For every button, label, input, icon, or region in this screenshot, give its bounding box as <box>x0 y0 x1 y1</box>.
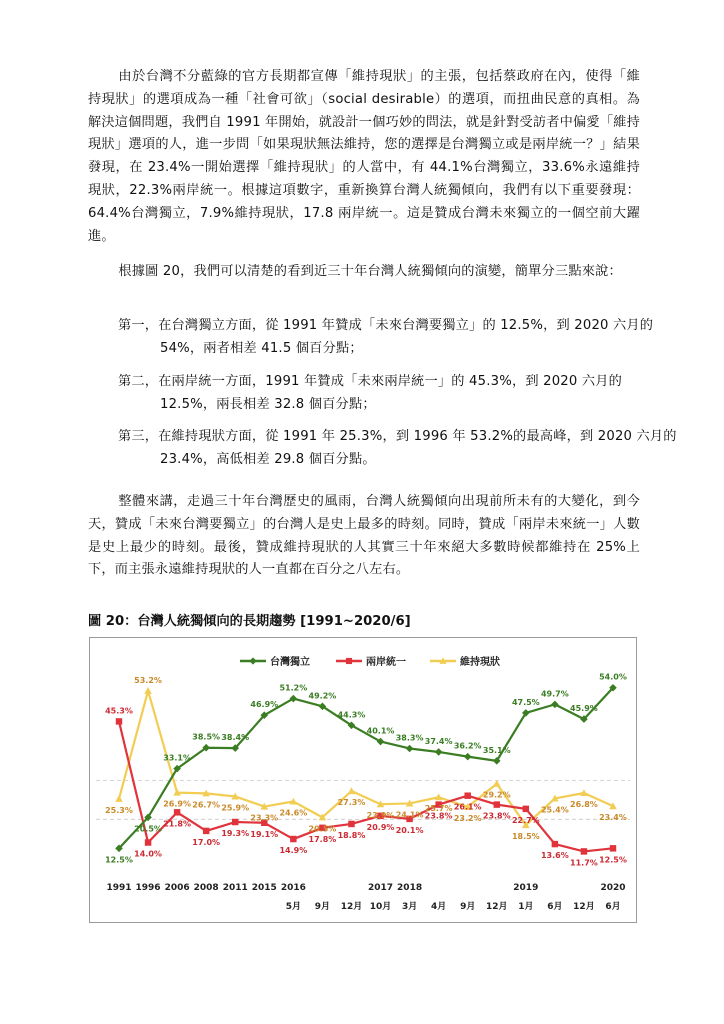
x-tick-month-12: 9月 <box>460 902 476 912</box>
x-tick-month-17: 6月 <box>605 902 621 912</box>
summary-intro-paragraph: 根據圖 20，我們可以清楚的看到近三十年台灣人統獨傾向的演變，簡單分三點來說： <box>118 264 622 279</box>
data-label-2-16: 26.8% <box>570 799 598 809</box>
x-tick-month-14: 1月 <box>518 902 534 912</box>
data-label-2-4: 25.9% <box>221 803 250 813</box>
point-1-13 <box>494 801 500 807</box>
data-label-2-6: 24.6% <box>279 808 308 818</box>
data-label-2-15: 25.4% <box>540 805 569 815</box>
data-label-1-15: 13.6% <box>540 851 569 861</box>
data-label-0-1: 20.5% <box>134 824 162 834</box>
data-label-1-7: 17.8% <box>308 834 337 844</box>
data-label-1-17: 12.5% <box>599 855 627 865</box>
data-label-0-0: 12.5% <box>105 855 133 865</box>
data-label-0-12: 36.2% <box>453 741 482 751</box>
data-label-2-1: 53.2% <box>134 675 162 685</box>
data-label-1-12: 26.1% <box>453 802 482 812</box>
data-labels <box>105 673 627 868</box>
x-tick-month-16: 12月 <box>573 902 595 912</box>
x-tick-year-4: 2011 <box>222 883 248 893</box>
data-label-0-13: 35.1% <box>482 745 511 755</box>
data-label-0-4: 38.4% <box>221 733 250 743</box>
data-label-2-2: 26.9% <box>163 799 192 809</box>
data-label-2-14: 18.5% <box>511 832 540 842</box>
data-label-2-5: 23.3% <box>250 813 279 823</box>
point-1-2 <box>174 809 180 815</box>
point-1-16 <box>581 848 587 854</box>
data-label-2-10: 24.1% <box>395 810 424 820</box>
x-tick-year-0: 1991 <box>106 883 132 893</box>
data-label-0-10: 38.3% <box>395 733 424 743</box>
data-label-0-16: 45.9% <box>570 704 598 714</box>
legend-label-1: 兩岸統一 <box>366 657 406 668</box>
data-label-2-11: 25.7% <box>424 804 453 814</box>
x-tick-month-9: 10月 <box>369 902 392 912</box>
point-1-3 <box>203 828 209 834</box>
point-status-quo: 第三，在維持現狀方面，從 1991 年 25.3%，到 1996 年 53.2%的最高峰，到 2020 六月的 23.4%，高低相差 29.8 個百分點。 <box>118 429 677 467</box>
data-label-0-3: 38.5% <box>192 732 221 742</box>
x-tick-month-13: 12月 <box>485 902 508 912</box>
data-label-0-8: 44.3% <box>337 710 366 720</box>
data-label-1-9: 20.9% <box>366 822 395 832</box>
point-1-0 <box>116 718 122 724</box>
data-label-2-12: 23.2% <box>453 813 482 823</box>
legend-marker-1 <box>346 658 352 664</box>
data-label-1-13: 23.8% <box>482 811 511 821</box>
figure-caption: 圖 20：台灣人統獨傾向的長期趨勢 [1991~2020/6] <box>88 614 411 629</box>
data-label-1-1: 14.0% <box>134 849 162 859</box>
legend-marker-0 <box>249 657 256 664</box>
point-0-11 <box>435 748 443 756</box>
intro-paragraph: 由於台灣不分藍綠的官方長期都宣傳「維持現狀」的主張，包括蔡政府在內，使得「維持現狀」的選項成為一種「社會可欲」（social desirable）的選項，而扭曲民意的真相。為解決這個問題，我們自 1991 年開始，就設計一個巧妙的問法，就是針對受訪者中偏愛「維持現狀」選項的人，進一步問「如果現狀無法維持，您的選擇是台灣獨立或是兩岸統一？」結果發現，在 23.4%一開始選擇「維持現狀」的人當中，有 44.1%台灣獨立，33.6%永遠維持現狀，22.3%兩岸統一。根據這項數字，重新換算台灣人統獨傾向，我們有以下重要發現：64.4%台灣獨立，7.9%維持現狀，17.8 兩岸統一。這是贊成台灣未來獨立的一個空前大躍進。 <box>88 69 640 244</box>
data-label-0-6: 51.2% <box>279 683 308 693</box>
point-2-8 <box>348 787 356 794</box>
point-2-0 <box>115 795 123 802</box>
data-label-0-14: 47.5% <box>511 697 540 707</box>
data-label-0-9: 40.1% <box>366 726 395 736</box>
x-tick-month-15: 6月 <box>547 902 563 912</box>
point-1-12 <box>464 792 470 798</box>
x-tick-year-2: 2006 <box>164 883 190 893</box>
point-1-17 <box>610 845 616 851</box>
data-label-2-13: 29.2% <box>482 790 511 800</box>
series-1 <box>116 718 616 854</box>
chart-legend <box>240 655 500 668</box>
point-1-4 <box>232 819 238 825</box>
data-label-1-6: 14.9% <box>279 846 308 856</box>
data-label-2-0: 25.3% <box>105 805 133 815</box>
x-tick-year-10: 2018 <box>397 883 423 893</box>
data-label-1-11: 23.8% <box>424 811 453 821</box>
trend-line-chart <box>90 638 636 922</box>
point-0-15 <box>551 701 559 709</box>
point-2-1 <box>144 687 152 694</box>
point-independence: 第一，在台灣獨立方面，從 1991 年贊成「未來台灣要獨立」的 12.5%，到 2020 六月的 54%，兩者相差 41.5 個百分點； <box>118 318 654 356</box>
data-label-2-8: 27.3% <box>337 798 366 808</box>
point-1-8 <box>348 821 354 827</box>
data-label-1-4: 19.3% <box>221 829 250 839</box>
point-1-1 <box>145 839 151 845</box>
x-tick-month-8: 12月 <box>340 902 363 912</box>
conclusion-paragraph: 整體來講，走過三十年台灣歷史的風雨，台灣人統獨傾向出現前所未有的大變化，到今天，贊成「未來台灣要獨立」的台灣人是史上最多的時刻。同時，贊成「兩岸未來統一」人數是史上最少的時刻。最後，贊成維持現狀的人其實三十年來絕大多數時候都維持在 25%上下，而主張永遠維持現狀的人一直都在百分之八左右。 <box>88 494 640 578</box>
data-label-2-3: 26.7% <box>192 800 221 810</box>
point-2-13 <box>493 780 501 787</box>
x-tick-month-6: 5月 <box>285 902 301 912</box>
x-tick-year-3: 2008 <box>193 883 219 893</box>
data-label-1-5: 19.1% <box>250 829 279 839</box>
x-tick-year-5: 2015 <box>251 883 277 893</box>
data-label-0-17: 54.0% <box>599 672 627 682</box>
data-label-1-14: 22.7% <box>511 815 540 825</box>
x-tick-month-11: 4月 <box>431 902 447 912</box>
point-1-15 <box>552 841 558 847</box>
legend-label-0: 台灣獨立 <box>270 657 310 668</box>
data-label-1-10: 20.1% <box>395 825 424 835</box>
x-tick-month-7: 9月 <box>314 902 331 912</box>
x-tick-year-6: 2016 <box>280 883 306 893</box>
data-label-2-9: 23.9% <box>366 811 395 821</box>
data-label-0-11: 37.4% <box>424 736 453 746</box>
data-label-2-17: 23.4% <box>599 813 627 823</box>
data-label-0-7: 49.2% <box>308 691 337 701</box>
data-label-1-16: 11.7% <box>570 858 598 868</box>
legend-label-2: 維持現狀 <box>460 657 500 668</box>
data-label-2-7: 20.5% <box>308 824 337 834</box>
x-tick-year-14: 2019 <box>513 883 539 893</box>
data-label-0-2: 33.1% <box>163 753 192 763</box>
data-label-1-2: 21.8% <box>163 819 192 829</box>
data-label-1-8: 18.8% <box>337 830 366 840</box>
chart-container <box>89 637 637 923</box>
point-1-14 <box>523 806 529 812</box>
data-label-1-0: 45.3% <box>105 706 133 716</box>
point-0-10 <box>406 745 414 753</box>
x-axis-labels <box>106 883 625 912</box>
data-label-0-15: 49.7% <box>540 689 569 699</box>
point-1-6 <box>290 836 296 842</box>
point-0-12 <box>464 753 472 761</box>
x-tick-year-17: 2020 <box>600 883 626 893</box>
x-tick-year-1: 1996 <box>135 883 161 893</box>
point-unification: 第二，在兩岸統一方面，1991 年贊成「未來兩岸統一」的 45.3%，到 2020 六月的 12.5%，兩長相差 32.8 個百分點； <box>118 374 623 412</box>
x-tick-year-9: 2017 <box>367 883 394 893</box>
data-label-1-3: 17.0% <box>192 837 221 847</box>
data-label-0-5: 46.9% <box>250 700 279 710</box>
x-tick-month-10: 3月 <box>401 902 418 912</box>
